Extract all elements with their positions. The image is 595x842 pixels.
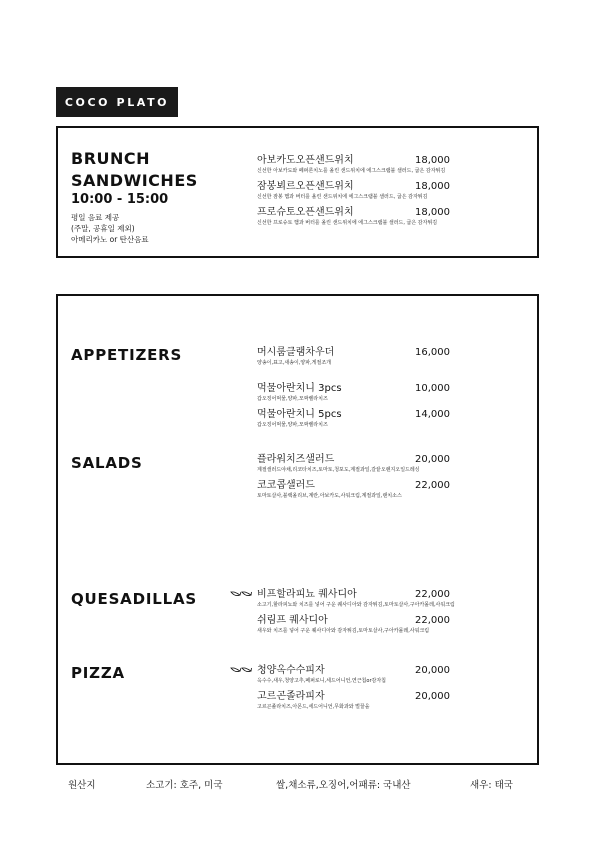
item-price: 18,000: [415, 207, 450, 218]
item-name: 청양옥수수피자: [257, 665, 325, 676]
section-title-quesadillas: QUESADILLAS: [71, 590, 197, 608]
menu-item: [257, 180, 457, 201]
item-description: 계절샐러드야채,리코타치즈,토마토,청포도,계절과일,갈끝오렌지오일드레싱: [257, 467, 420, 473]
item-description: 갑오징어먹물,양파,모짜렐라치즈: [257, 422, 328, 428]
item-price: 20,000: [415, 691, 450, 702]
section-title-pizza: PIZZA: [71, 664, 125, 682]
menu-item: [257, 346, 457, 367]
item-name: 쉬림프 퀘사디아: [257, 615, 328, 626]
brand-logo: COCO PLATO: [56, 87, 178, 117]
item-description: 신선한 잠봉 햄과 버터를 올린 샌드위치에 에그스크램블 샐러드, 굽은 감자튀김: [257, 194, 428, 200]
item-name: 비프할라피뇨 퀘사디아: [257, 589, 357, 600]
brunch-title-line2: SANDWICHES: [71, 171, 198, 190]
chili-pepper-icon: [230, 589, 252, 599]
brunch-note: 아메리카노 or 탄산음료: [71, 235, 149, 244]
origin-beef: 소고기: 호주, 미국: [146, 780, 223, 791]
item-description: 소고기,할라피뇨와 치즈를 넣어 구운 퀘사디아와 감자튀김,토마토살사,구아카몰레,사워크림: [257, 602, 455, 608]
section-title-appetizers: APPETIZERS: [71, 346, 183, 364]
menu-item: [257, 479, 457, 500]
menu-item: [257, 408, 457, 429]
item-name: 코코콥샐러드: [257, 480, 315, 491]
origin-label: 원산지: [68, 780, 96, 791]
item-description: 신선한 아보카도와 페퍼론치노를 올린 샌드위치에 에그스크램블 샐러드, 굽은 감자튀김: [257, 168, 446, 174]
menu-item: [257, 588, 457, 609]
item-name: 머시룸클램차우더: [257, 347, 335, 358]
brunch-hours: 10:00 - 15:00: [71, 192, 169, 207]
brunch-note: 평일 음료 제공: [71, 213, 120, 222]
section-title-salads: SALADS: [71, 454, 143, 472]
item-price: 20,000: [415, 665, 450, 676]
brunch-sandwiches-panel: [56, 126, 539, 258]
menu-item: [257, 614, 457, 635]
item-name: 잠봉뵈르오픈샌드위치: [257, 181, 354, 192]
menu-item: [257, 453, 457, 474]
origin-shrimp: 새우: 태국: [470, 780, 513, 791]
origin-domestic: 쌀,채소류,오징어,어패류: 국내산: [276, 780, 411, 791]
menu-item: [257, 206, 457, 227]
item-name: 먹물아란치니 5pcs: [257, 409, 342, 420]
item-price: 22,000: [415, 480, 450, 491]
menu-item: [257, 664, 457, 685]
item-name: 먹물아란치니 3pcs: [257, 383, 342, 394]
item-price: 22,000: [415, 615, 450, 626]
menu-item: [257, 382, 457, 403]
chili-pepper-icon: [230, 665, 252, 675]
item-description: 신선한 프로슈토 햄과 버터를 올린 샌드위치에 에그스크램블 샐러드, 굽은 감자튀김: [257, 220, 438, 226]
brunch-note: (주말, 공휴일 제외): [71, 224, 135, 233]
brunch-notes: [71, 212, 149, 245]
item-price: 20,000: [415, 454, 450, 465]
menu-item: [257, 154, 457, 175]
item-price: 10,000: [415, 383, 450, 394]
item-description: 옥수수,새우,청양고추,페퍼로니,세드어니언,연근칩or감자칩: [257, 678, 386, 684]
item-name: 아보카도오픈샌드위치: [257, 155, 354, 166]
item-price: 18,000: [415, 181, 450, 192]
brunch-title-line1: BRUNCH: [71, 149, 151, 168]
item-description: 새우와 치즈를 넣어 구운 퀘사디아와 감자튀김,토마토살사,구아카몰레,사워크림: [257, 628, 430, 634]
item-price: 22,000: [415, 589, 450, 600]
item-name: 플라워치즈샐러드: [257, 454, 335, 465]
menu-item: [257, 690, 457, 711]
item-price: 14,000: [415, 409, 450, 420]
main-menu-panel: [56, 294, 539, 765]
item-name: 고르곤졸라피자: [257, 691, 325, 702]
item-price: 16,000: [415, 347, 450, 358]
item-description: 토마토살사,블랙올리브,계란,아보카도,사워크림,계절과일,랜치소스: [257, 493, 402, 499]
item-description: 고르곤졸라치즈,아몬드,세드어니언,무화과와 벌꿀을: [257, 704, 370, 710]
item-description: 양송이,표고,새송이,양파,게절조개: [257, 360, 331, 366]
item-price: 18,000: [415, 155, 450, 166]
brunch-section-title: [71, 148, 198, 192]
item-description: 갑오징어먹물,양파,모짜렐라치즈: [257, 396, 328, 402]
item-name: 프로슈토오픈샌드위치: [257, 207, 354, 218]
